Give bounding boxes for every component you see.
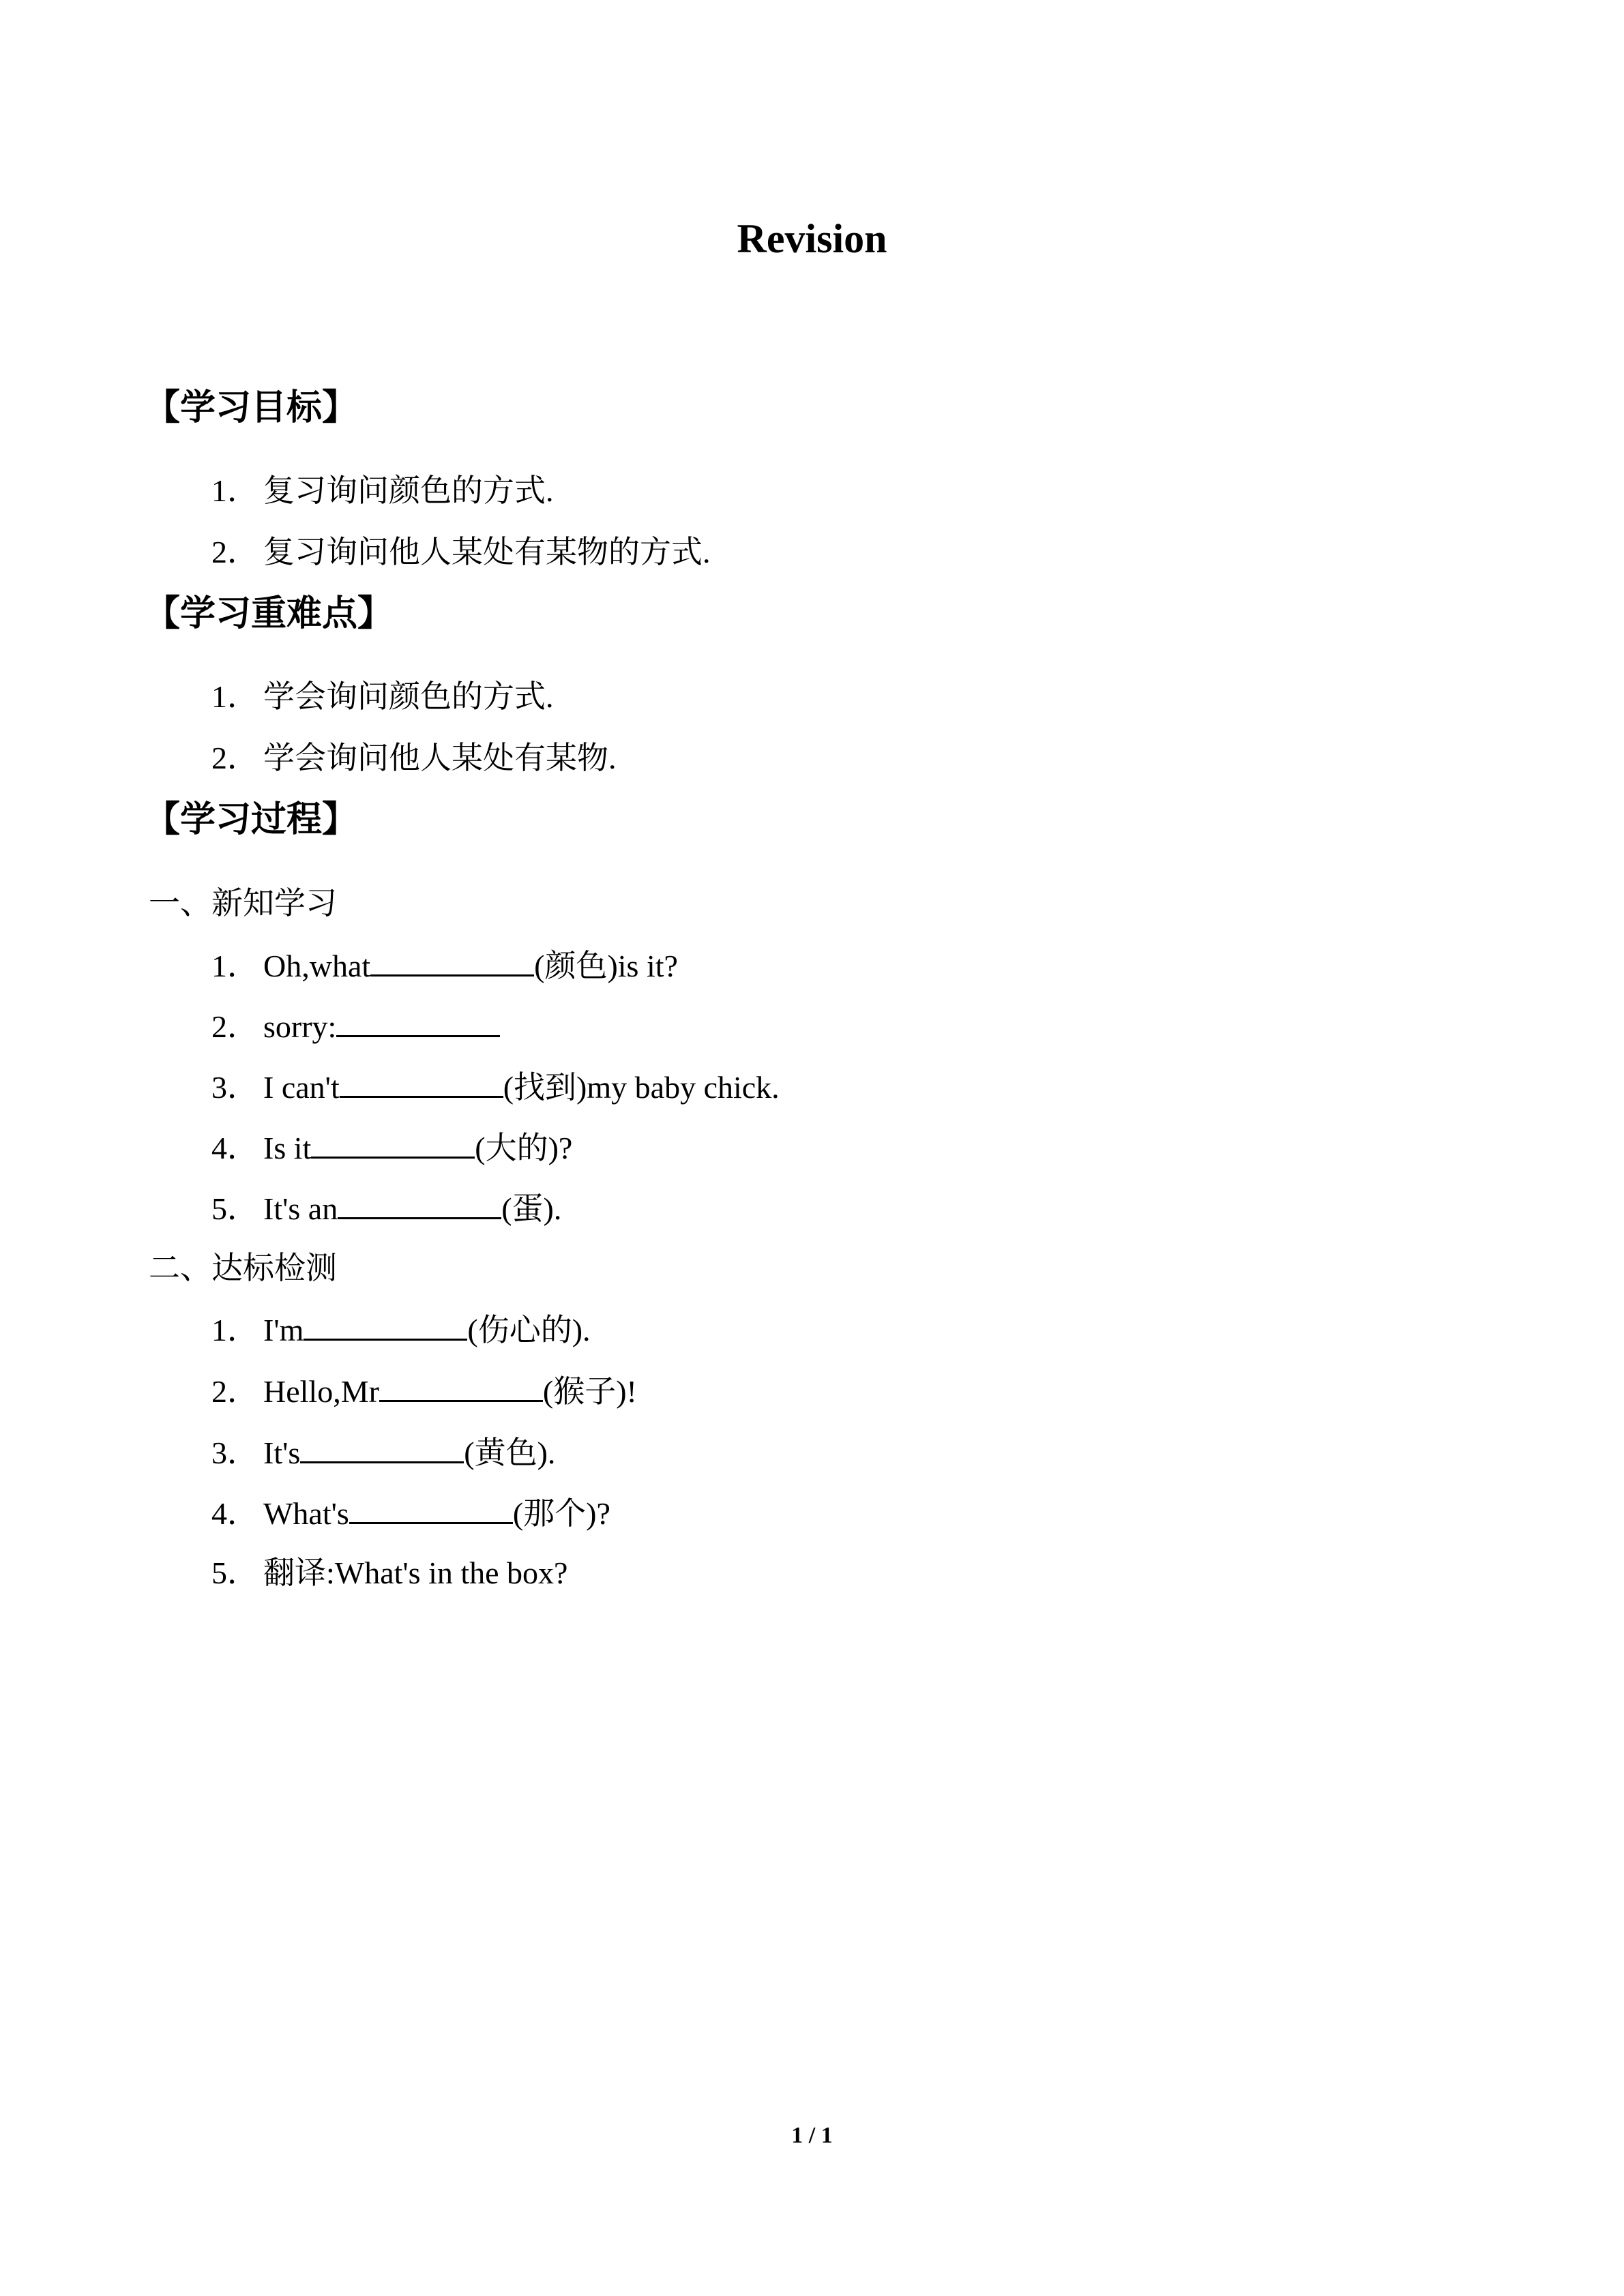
- new-learning-item-4: [211, 1127, 572, 1169]
- new-learning-item-5: [211, 1187, 561, 1229]
- answer-blank[interactable]: [338, 1187, 501, 1219]
- item-text-before: What's: [263, 1496, 349, 1531]
- answer-blank[interactable]: [379, 1370, 543, 1402]
- answer-blank[interactable]: [349, 1492, 513, 1524]
- item-text-before: sorry:: [263, 1009, 337, 1044]
- answer-blank[interactable]: [370, 944, 534, 976]
- item-text: 学会询问他人某处有某物.: [263, 741, 617, 775]
- item-text-after: (那个)?: [512, 1496, 610, 1531]
- answer-blank[interactable]: [304, 1309, 467, 1341]
- item-text-before: Oh,what: [263, 949, 371, 983]
- item-number: 1．: [211, 949, 259, 983]
- objective-item-2: [211, 532, 711, 573]
- assessment-item-2: [211, 1370, 637, 1412]
- item-number: 3．: [211, 1435, 259, 1470]
- key-point-item-1: [211, 676, 554, 717]
- item-text-after: (找到)my baby chick.: [503, 1070, 780, 1105]
- item-number: 2．: [211, 535, 259, 569]
- new-learning-item-1: [211, 944, 678, 987]
- item-number: 1．: [211, 679, 259, 714]
- item-number: 2．: [211, 1374, 259, 1409]
- item-text: 复习询问他人某处有某物的方式.: [263, 535, 711, 569]
- item-number: 5．: [211, 1555, 259, 1590]
- section-new-learning: 一、新知学习: [149, 886, 337, 921]
- assessment-item-4: [211, 1492, 610, 1534]
- page-title: Revision: [737, 216, 887, 261]
- item-text-before: It's an: [263, 1191, 338, 1226]
- assessment-item-5: [211, 1553, 567, 1594]
- item-number: 1．: [211, 1313, 259, 1347]
- item-text-after: (蛋).: [501, 1191, 562, 1226]
- answer-blank[interactable]: [311, 1127, 475, 1159]
- section-assessment: 二、达标检测: [149, 1251, 337, 1285]
- new-learning-item-3: [211, 1066, 780, 1108]
- item-text: 复习询问颜色的方式.: [263, 473, 554, 508]
- heading-objectives: 【学习目标】: [145, 387, 358, 428]
- answer-blank[interactable]: [336, 1005, 500, 1037]
- item-number: 1．: [211, 473, 259, 508]
- item-text: 翻译:What's in the box?: [263, 1555, 568, 1590]
- answer-blank[interactable]: [340, 1066, 503, 1098]
- item-number: 4．: [211, 1496, 259, 1531]
- item-text-before: I'm: [263, 1313, 304, 1347]
- item-number: 3．: [211, 1070, 259, 1105]
- item-text-after: (伤心的).: [467, 1313, 591, 1347]
- answer-blank[interactable]: [300, 1431, 464, 1463]
- item-number: 4．: [211, 1131, 259, 1165]
- key-point-item-2: [211, 738, 617, 779]
- assessment-item-3: [211, 1431, 555, 1474]
- item-number: 5．: [211, 1191, 259, 1226]
- item-text-before: Is it: [263, 1131, 312, 1165]
- objective-item-1: [211, 471, 554, 511]
- item-text-after: (颜色)is it?: [534, 949, 678, 983]
- assessment-item-1: [211, 1309, 591, 1351]
- item-text-after: (猴子)!: [542, 1374, 637, 1409]
- item-text-after: (黄色).: [464, 1435, 556, 1470]
- page-number: 1 / 1: [791, 2123, 833, 2148]
- item-text-before: I can't: [263, 1070, 340, 1105]
- new-learning-item-2: [211, 1005, 500, 1047]
- item-number: 2．: [211, 1009, 259, 1044]
- item-text-before: It's: [263, 1435, 301, 1470]
- item-number: 2．: [211, 741, 259, 775]
- item-text-before: Hello,Mr: [263, 1374, 379, 1409]
- heading-process: 【学习过程】: [145, 799, 358, 840]
- item-text: 学会询问颜色的方式.: [263, 679, 554, 714]
- item-text-after: (大的)?: [475, 1131, 573, 1165]
- heading-key-points: 【学习重难点】: [145, 593, 394, 634]
